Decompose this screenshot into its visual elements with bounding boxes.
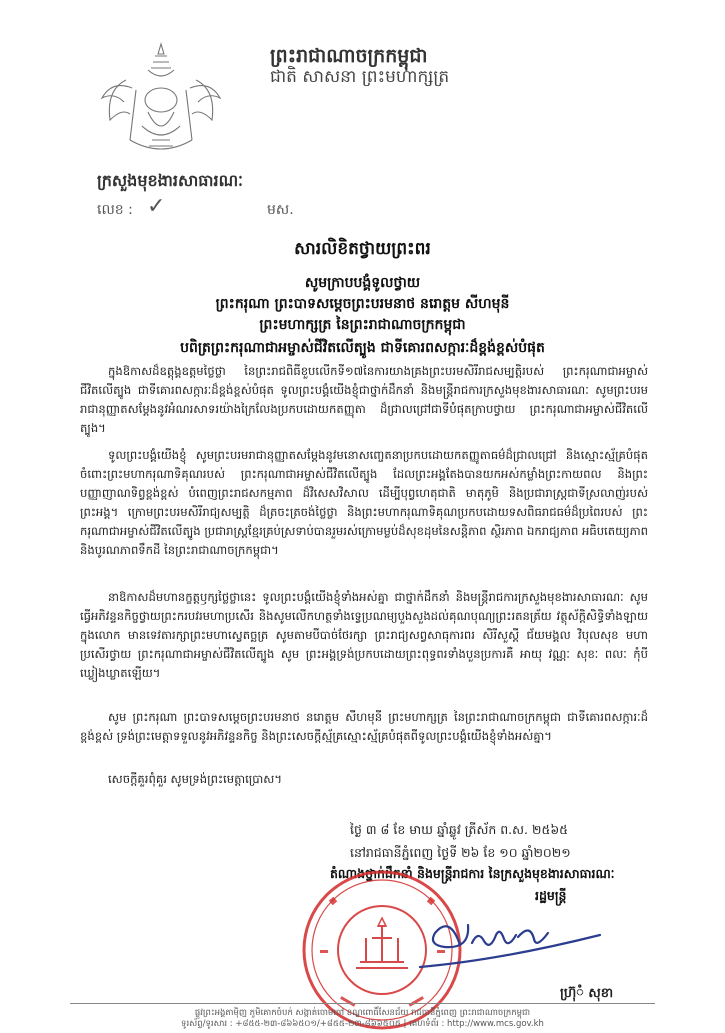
ministry-name: ក្រសួងមុខងារសាធារណៈ xyxy=(97,171,243,190)
reference-number xyxy=(97,194,327,221)
honorific-line: បពិត្រព្រះករុណាជាអម្ចាស់ជីវិតលើត្បូង ជាទីគោរពសក្ការៈដ៏ខ្ពង់ខ្ពស់បំផុត xyxy=(180,340,545,356)
royal-emblem-icon xyxy=(92,40,230,160)
addressee-title: ព្រះមហាក្សត្រ នៃព្រះរាជាណាចក្រកម្ពុជា xyxy=(259,317,466,333)
footer-address: ផ្លូវព្រះអង្គតាម៉ិញ ភូមិគោកចំបក់ សង្កាត់ចោមចៅ ខណ្ឌពោធិ៍សែនជ័យ រាជធានីភ្នំពេញ ព្រះរាជាណាចក្រកម្ពុជា xyxy=(194,1008,531,1018)
signer-rank: រដ្ឋមន្ត្រី xyxy=(535,888,567,903)
national-motto: ជាតិ សាសនា ព្រះមហាក្សត្រ xyxy=(270,67,450,87)
salutation-line: សូមក្រាបបង្គំទូលថ្វាយ xyxy=(304,275,421,291)
signer-name: ហ៊ុ្រំ សុខា xyxy=(560,986,614,1001)
closing-phrase: សេចក្តីគួរពុំគួរ សូមទ្រង់ព្រះមេត្តាប្រោស។ xyxy=(108,772,282,786)
paragraph-3: នាឱកាសដ៏មហានក្ខត្តឫក្សថ្លៃថ្លានេះ ទូលព្រះបង្គំយើងខ្ញុំទាំងអស់គ្នា ជាថ្នាក់ដឹកនាំ និងមន្ត្រីរាជការក្រសួងមុខងារសាធារណៈ សូមធ្វើអភិវន្ទនកិច្ចថ្វាយព្រះករបវរមហាប្រសើរ និងសូមលើកហត្ថទាំងទ្វេប្រណម្យបួងសួងដល់គុណបុណ្យព្រះរតនត្រ័យ វត្ថុស័ក្តិសិទ្ធិទាំងឡាយក្នុងលោក មានទេវតារក្សាព្រះមហាស្វេតច្ឆត្រ សូមតាមបីបាច់ថែរក្សា ព្រះរាជ្យសព្វសាធុការពរ សិរីសួស្តី ជ័យមង្គល វិបុលសុខ មហាប្រសើរថ្វាយ ព្រះករុណាជាអម្ចាស់ជីវិតលើត្បូង សូម ព្រះអង្គទ្រង់ប្រកបដោយព្រះពុទ្ធពរទាំងបួនប្រការគឺ អាយុ វណ្ណៈ សុខៈ ពលៈ កុំបីឃ្លៀងឃ្លាតឡើយ។ xyxy=(80,590,648,680)
addressee-name: ព្រះករុណា ព្រះបាទសម្តេចព្រះបរមនាថ នរោត្តម សីហមុនី xyxy=(215,296,510,312)
paragraph-4: សូម ព្រះករុណា ព្រះបាទសម្តេចព្រះបរមនាថ នរោត្តម សីហមុនី ព្រះមហាក្សត្រ នៃព្រះរាជាណាចក្រកម្ពុជា ជាទីគោរពសក្ការៈដ៏ខ្ពង់ខ្ពស់ ទ្រង់ព្រះមេត្តាទទួលនូវអភិវន្ទនកិច្ច និងព្រះសេចក្តីស្ម័គ្រស្មោះស្ម័គ្របំផុតពីទូលព្រះបង្គំយើងខ្ញុំទាំងអស់គ្នា។ xyxy=(80,710,648,743)
footer-contact: ទូរស័ព្ទ/ទូរសារ : +៨៥៥-២៣-៨៦៦៥០១/+៨៥៥-២៣-៨៦៦៥០៥ | គេហទំព័រ : http://www.mcs.gov.kh xyxy=(181,1019,544,1029)
handwritten-signature-icon xyxy=(400,905,610,975)
signer-title: តំណាងថ្នាក់ដឹកនាំ និងមន្ត្រីរាជការ នៃក្រសួងមុខងារសាធារណៈ xyxy=(330,866,615,881)
document-title: សារលិខិតថ្វាយព្រះពរ xyxy=(294,239,431,259)
solar-date: នៅរាជធានីភ្នំពេញ ថ្ងៃទី ២៦ ខែ ១០ ឆ្នាំ២០២១ xyxy=(350,845,571,860)
ref-suffix: មស. xyxy=(267,202,294,218)
lunar-date: ថ្ងៃ ៣ ៨ ខែ មាឃ ឆ្នាំឆ្លូវ ត្រីស័ក ព.ស. ២៥៦៥ xyxy=(350,822,569,837)
paragraph-1: ក្នុងឱកាសដ៏ឧត្តុង្គឧត្តមថ្លៃថ្លា នៃព្រះរាជពិធីខួបលើកទី១៧នៃការយាងគ្រងព្រះបរមសិរីរាជសម្បត្តិរបស់ ព្រះករុណាជាអម្ចាស់ជីវិតលើត្បូង ជាទីគោរពសក្ការៈដ៏ខ្ពង់ខ្ពស់បំផុត ទូលព្រះបង្គំយើងខ្ញុំជាថ្នាក់ដឹកនាំ និងមន្ត្រីរាជការក្រសួងមុខងារសាធារណៈ សូមព្រះបរមរាជានុញ្ញាតសម្តែងនូវអំណរសាទរយ៉ាងក្រៃលែងប្រកបដោយកតញ្ញុតា ដ៏ជ្រាលជ្រៅជាទីបំផុតក្រាបថ្វាយ ព្រះករុណាជាអម្ចាស់ជីវិតលើត្បូង។ xyxy=(80,364,648,435)
footer-divider xyxy=(70,1003,655,1004)
ref-check-mark: ✓ xyxy=(147,194,166,219)
kingdom-name: ព្រះរាជាណាចក្រកម្ពុជា xyxy=(270,45,428,67)
ref-label: លេខ : xyxy=(97,202,133,218)
paragraph-2: ទូលព្រះបង្គំយើងខ្ញុំ សូមព្រះបរមរាជានុញ្ញាតសម្តែងនូវមនោសញ្ចេតនាប្រកបដោយកតញ្ញូតាធម៌ដ៏ជ្រាលជ្រៅ និងស្មោះស្ម័គ្របំផុត ចំពោះព្រះមហាករុណាទិគុណរបស់ ព្រះករុណាជាអម្ចាស់ជីវិតលើត្បូង ដែលព្រះអង្គតែងបានយកអស់កម្លាំងព្រះកាយពល និងព្រះបញ្ញាញាណទិព្វខ្ពង់ខ្ពស់ បំពេញព្រះរាជសកម្មភាព ដ៏វិសេសវិសាល ដើម្បីបុព្វហេតុជាតិ មាតុភូមិ និងប្រជារាស្ត្រជាទីស្រលាញ់របស់ព្រះអង្គ។ ក្រោមព្រះបរមសិរីរាជ្យសម្បត្តិ ដ៏ត្រចះត្រចង់ថ្លៃថ្លា និងព្រះមហាករុណាទិគុណប្រកបដោយទសពិធរាជធម៌ដ៏ប្រពៃរបស់ ព្រះករុណាជាអម្ចាស់ជីវិតលើត្បូង ប្រជារាស្ត្រខ្មែរគ្រប់ស្រទាប់បានរួមរស់ក្រោមម្លប់ដ៏សុខដុមនៃសន្តិភាព ស្ថិរភាព ឯករាជ្យភាព អធិបតេយ្យភាព និងបូរណភាពទឹកដី នៃព្រះរាជាណាចក្រកម្ពុជា។ xyxy=(80,448,648,557)
